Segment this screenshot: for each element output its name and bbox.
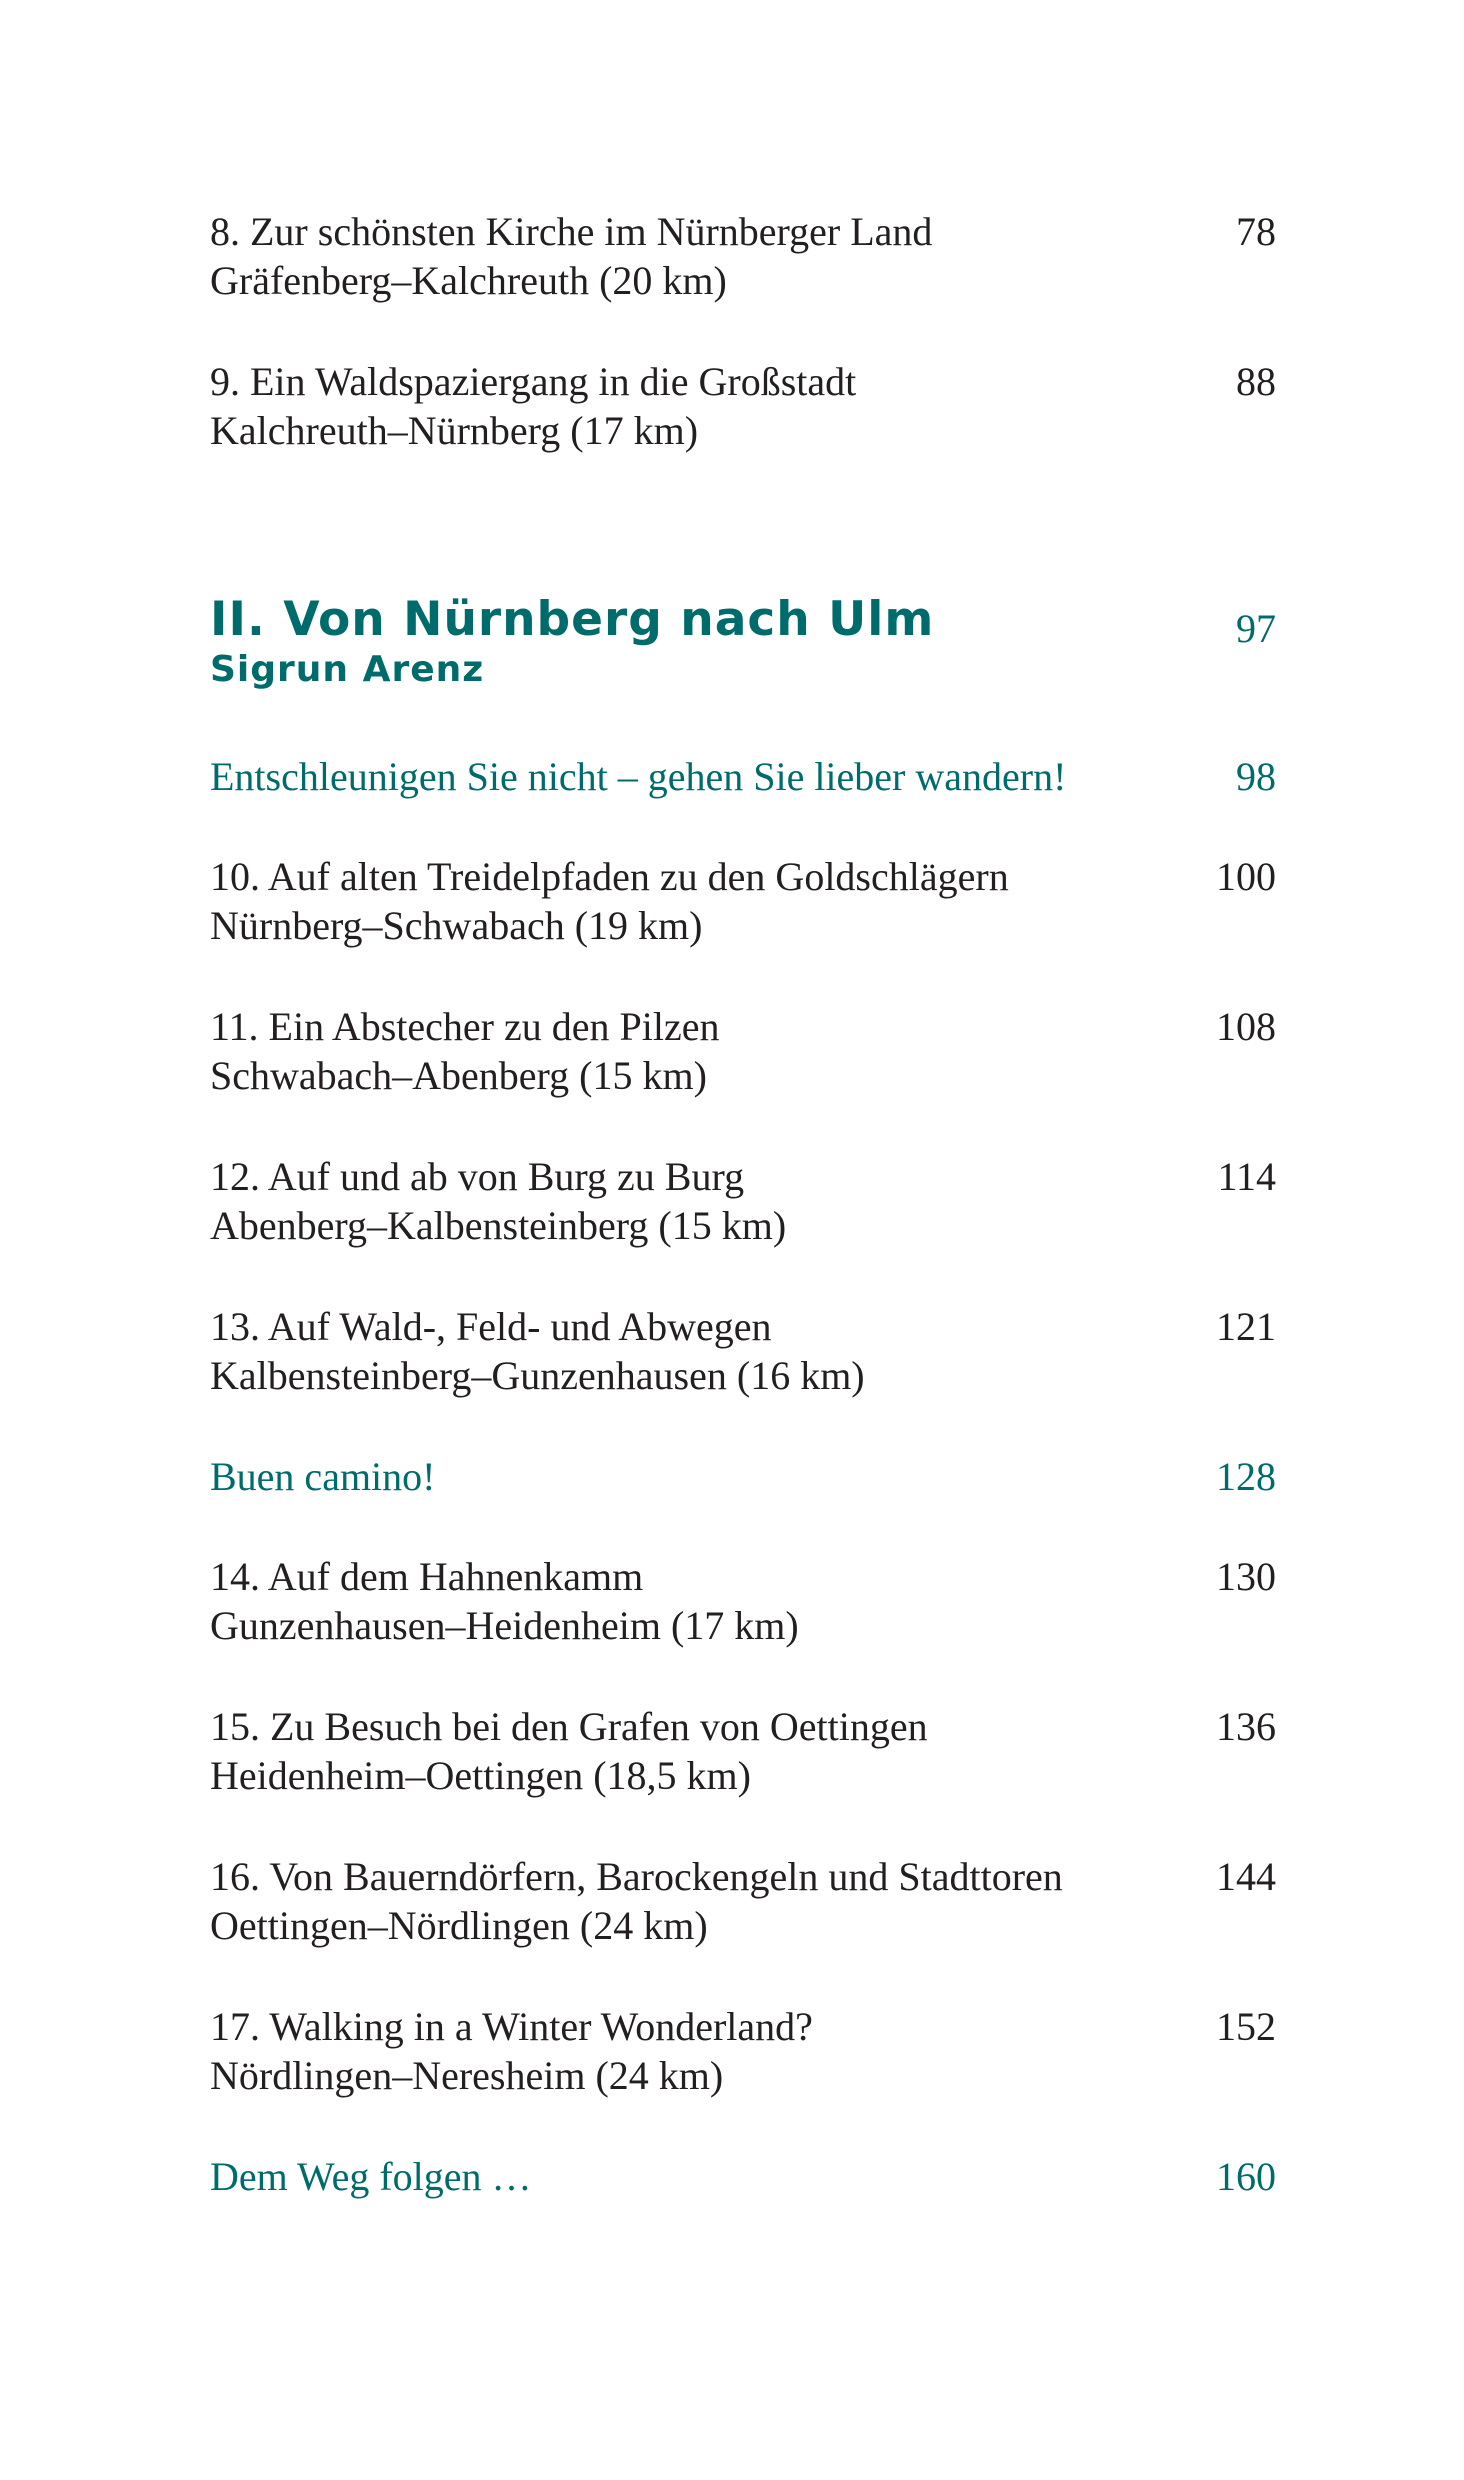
entry-route: Gräfenberg–Kalchreuth (20 km) xyxy=(210,258,727,303)
entry-title: Dem Weg folgen … xyxy=(210,2154,532,2199)
entry-page-number: 160 xyxy=(1216,2154,1276,2199)
toc-entry-outro[interactable] xyxy=(210,2152,1276,2201)
entry-page-number: 121 xyxy=(1216,1304,1276,1349)
toc-entry-12[interactable] xyxy=(210,1152,1276,1250)
entry-page-number: 114 xyxy=(1217,1154,1276,1199)
toc-entry-interlude[interactable] xyxy=(210,1452,1276,1501)
entry-title: 17. Walking in a Winter Wonderland? xyxy=(210,2004,813,2049)
entry-title: Buen camino! xyxy=(210,1454,436,1499)
entry-title: 10. Auf alten Treidelpfaden zu den Goldschlägern xyxy=(210,854,1009,899)
toc-entry-15[interactable] xyxy=(210,1702,1276,1800)
toc-entry-8[interactable] xyxy=(210,207,1276,305)
entry-page-number: 136 xyxy=(1216,1704,1276,1749)
section-page-number: 97 xyxy=(1236,606,1276,651)
entry-title: 15. Zu Besuch bei den Grafen von Oettingen xyxy=(210,1704,928,1749)
toc-entry-16[interactable] xyxy=(210,1852,1276,1950)
entry-page-number: 98 xyxy=(1236,754,1276,799)
entry-route: Kalchreuth–Nürnberg (17 km) xyxy=(210,408,699,453)
entry-route: Nördlingen–Neresheim (24 km) xyxy=(210,2053,724,2098)
toc-entry-14[interactable] xyxy=(210,1552,1276,1650)
entry-route: Kalbensteinberg–Gunzenhausen (16 km) xyxy=(210,1353,865,1398)
entry-page-number: 88 xyxy=(1236,359,1276,404)
entry-title: 12. Auf und ab von Burg zu Burg xyxy=(210,1154,745,1199)
toc-entry-11[interactable] xyxy=(210,1002,1276,1100)
entry-page-number: 128 xyxy=(1216,1454,1276,1499)
section-author: Sigrun Arenz xyxy=(210,649,485,690)
entry-page-number: 78 xyxy=(1236,209,1276,254)
entry-page-number: 100 xyxy=(1216,854,1276,899)
entry-page-number: 152 xyxy=(1216,2004,1276,2049)
entry-page-number: 108 xyxy=(1216,1004,1276,1049)
entry-title: 13. Auf Wald-, Feld- und Abwegen xyxy=(210,1304,772,1349)
entry-route: Abenberg–Kalbensteinberg (15 km) xyxy=(210,1203,787,1248)
section-heading[interactable] xyxy=(210,592,1276,692)
entry-page-number: 144 xyxy=(1216,1854,1276,1899)
entry-route: Gunzenhausen–Heidenheim (17 km) xyxy=(210,1603,799,1648)
toc-entry-intro[interactable] xyxy=(210,752,1276,801)
toc-entry-17[interactable] xyxy=(210,2002,1276,2100)
entry-route: Oettingen–Nördlingen (24 km) xyxy=(210,1903,708,1948)
entry-title: 16. Von Bauerndörfern, Barockengeln und Stadttoren xyxy=(210,1854,1063,1899)
toc-entry-9[interactable] xyxy=(210,357,1276,455)
entry-page-number: 130 xyxy=(1216,1554,1276,1599)
toc-entry-10[interactable] xyxy=(210,852,1276,950)
section-title: II. Von Nürnberg nach Ulm xyxy=(210,592,935,647)
entry-route: Schwabach–Abenberg (15 km) xyxy=(210,1053,707,1098)
toc-entry-13[interactable] xyxy=(210,1302,1276,1400)
entry-title: 9. Ein Waldspaziergang in die Großstadt xyxy=(210,359,857,404)
entry-title: Entschleunigen Sie nicht – gehen Sie lieber wandern! xyxy=(210,754,1067,799)
entry-route: Heidenheim–Oettingen (18,5 km) xyxy=(210,1753,751,1798)
entry-title: 14. Auf dem Hahnenkamm xyxy=(210,1554,644,1599)
entry-title: 11. Ein Abstecher zu den Pilzen xyxy=(210,1004,720,1049)
entry-route: Nürnberg–Schwabach (19 km) xyxy=(210,903,703,948)
entry-title: 8. Zur schönsten Kirche im Nürnberger Land xyxy=(210,209,933,254)
